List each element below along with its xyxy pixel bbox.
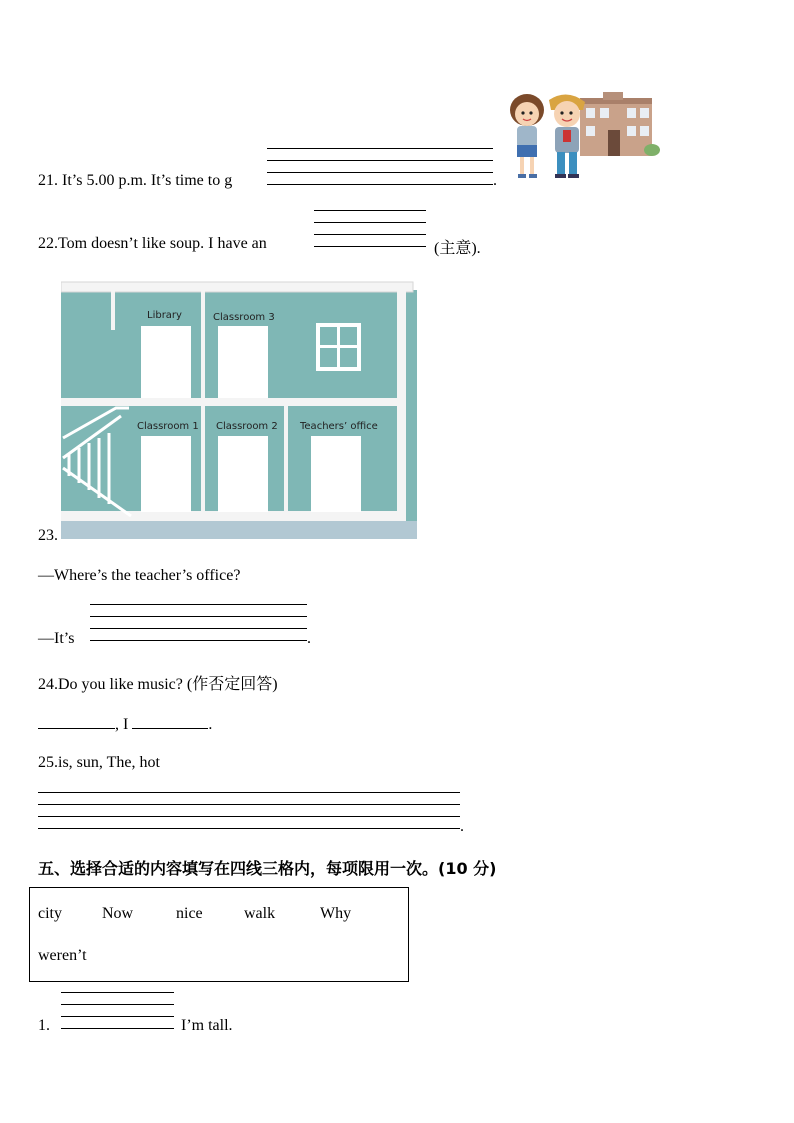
room-label-classroom1: Classroom 1 <box>137 421 199 432</box>
q24-answer-sep: , I <box>115 716 129 733</box>
q23-four-line-answer[interactable] <box>90 604 307 641</box>
q21-period: . <box>493 172 497 189</box>
section5-heading: 五、选择合适的内容填写在四线三格内，每项限用一次。(10 分) <box>38 859 497 878</box>
q24-answer-line <box>38 712 212 734</box>
word-bank-item: city <box>38 905 62 922</box>
room-label-library: Library <box>147 310 182 321</box>
q22-text: 22.Tom doesn’t like soup. I have an <box>38 235 267 252</box>
q23-question: —Where’s the teacher’s office? <box>38 567 241 584</box>
q24-text: 24.Do you like music? (作否定回答) <box>38 676 278 693</box>
word-bank-box <box>29 887 409 982</box>
room-label-teachers-office: Teachers’ office <box>300 421 378 432</box>
school-floor-plan-picture <box>61 268 417 539</box>
q21-text: 21. It’s 5.00 p.m. It’s time to g <box>38 172 233 189</box>
q25-period: . <box>460 818 464 835</box>
word-bank-item: weren’t <box>38 947 87 964</box>
word-bank-item: Now <box>102 905 134 922</box>
q23-number: 23. <box>38 527 58 544</box>
room-label-classroom2: Classroom 2 <box>216 421 278 432</box>
q24-period: . <box>208 716 213 733</box>
word-bank-item: walk <box>244 905 276 922</box>
word-bank-item: nice <box>176 905 203 922</box>
q24-blank-2[interactable] <box>132 712 208 729</box>
q22-four-line-answer[interactable] <box>314 210 426 247</box>
q22-hint: (主意). <box>434 240 481 257</box>
q21-four-line-answer[interactable] <box>267 148 493 185</box>
s5q1-four-line-answer[interactable] <box>61 992 174 1029</box>
q24-blank-1[interactable] <box>38 712 115 729</box>
q25-text: 25.is, sun, The, hot <box>38 754 160 771</box>
word-bank-item: Why <box>320 905 352 922</box>
q23-period: . <box>307 630 311 647</box>
s5q1-number: 1. <box>38 1017 50 1034</box>
q25-four-line-answer[interactable] <box>38 792 460 829</box>
kids-school-illustration <box>505 90 660 185</box>
s5q1-text: I’m tall. <box>181 1017 233 1034</box>
q23-answer-prefix: —It’s <box>38 630 75 647</box>
room-label-classroom3: Classroom 3 <box>213 312 275 323</box>
